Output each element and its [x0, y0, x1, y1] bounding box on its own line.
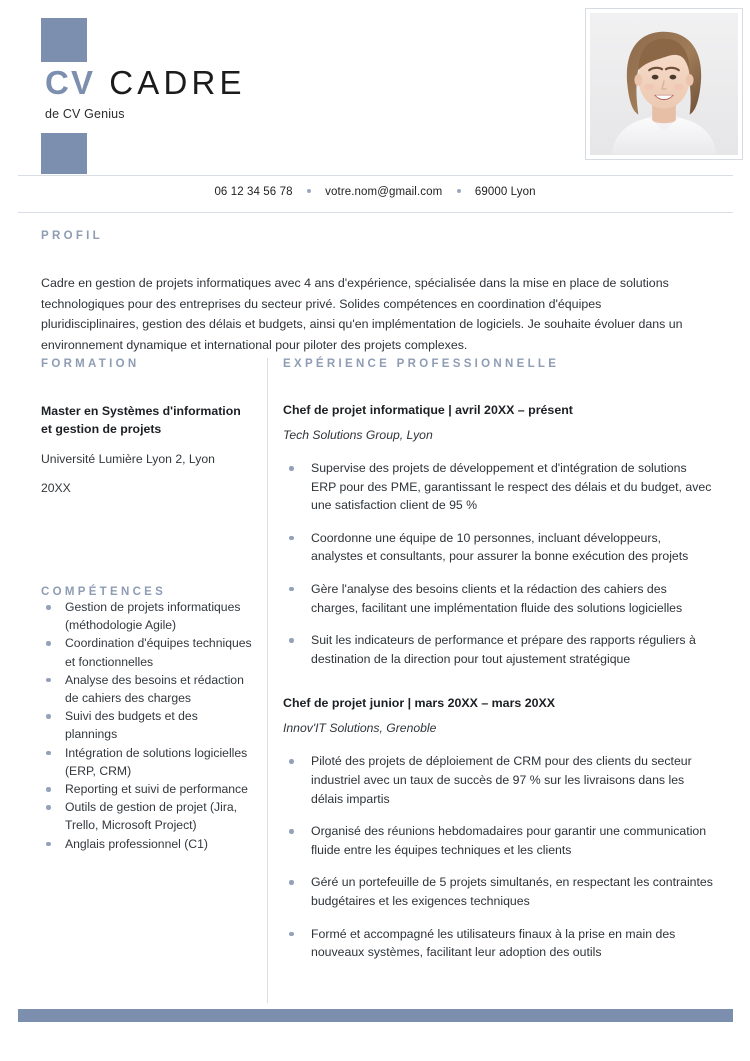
education-year: 20XX [41, 481, 71, 495]
list-item: Intégration de solutions logicielles (ERP, CRM) [41, 744, 253, 780]
contact-separator-dot-icon [457, 189, 461, 193]
list-item: Gestion de projets informatiques (méthodologie Agile) [41, 598, 253, 634]
list-item: Suit les indicateurs de performance et prépare des rapports réguliers à destination de la direction pour tout ajustement stratégique [283, 631, 713, 668]
job-company: Innov'IT Solutions, Grenoble [283, 721, 437, 736]
list-item: Coordination d'équipes techniques et fonctionnelles [41, 634, 253, 670]
list-item: Géré un portefeuille de 5 projets simultanés, en respectant les contraintes budgétaires et les exigences techniques [283, 873, 713, 910]
list-item: Suivi des budgets et des plannings [41, 707, 253, 743]
contact-location: 69000 Lyon [474, 186, 536, 198]
list-item: Outils de gestion de projet (Jira, Trello, Microsoft Project) [41, 798, 253, 834]
profil-text: Cadre en gestion de projets informatiques avec 4 ans d'expérience, spécialisée dans la mise en place de solutions technologiques pour des entreprises du secteur privé. Solides compétences en coordination d'équipes pluridisciplinaires, gestion des délais et budgets, ainsi qu'en implémentation de logiciels. Je souhaite évoluer dans un environnement dynamique et international pour piloter des projets complexes. [41, 276, 683, 352]
section-competences [41, 586, 253, 853]
section-heading-competences: COMPÉTENCES [41, 586, 167, 598]
content-columns [0, 358, 750, 1003]
list-item: Formé et accompagné les utilisateurs finaux à la prise en main des nouveaux systèmes, facilitant leur adoption des outils [283, 925, 713, 962]
job-company: Tech Solutions Group, Lyon [283, 428, 433, 442]
column-divider [267, 358, 268, 1003]
list-item: Supervise des projets de développement et d'intégration de solutions ERP pour des PME, garantissant le respect des délais et du budget, avec une satisfaction client de 95 % [283, 459, 713, 515]
section-profil [41, 230, 692, 355]
right-column [283, 358, 713, 962]
contact-phone[interactable]: 06 12 34 56 78 [214, 186, 293, 198]
education-entry [41, 403, 253, 495]
accent-square-bottom [41, 133, 87, 174]
job-title: Chef de projet informatique | avril 20XX – présent [283, 403, 573, 417]
list-item: Anglais professionnel (C1) [41, 835, 253, 853]
list-item: Piloté des projets de déploiement de CRM pour des clients du secteur industriel avec un taux de succès de 97 % sur les livraisons dans les délais impartis [283, 752, 713, 808]
accent-square-top [41, 18, 87, 62]
section-formation [41, 358, 253, 495]
profile-photo-frame [585, 8, 743, 160]
education-degree: Master en Systèmes d'information et gestion de projets [41, 404, 241, 436]
contact-bar [0, 186, 750, 198]
name-block [45, 62, 246, 121]
header-divider-top [18, 175, 733, 176]
job-bullets [283, 752, 713, 961]
name-last: CADRE [109, 64, 246, 101]
profile-photo [590, 13, 738, 155]
list-item: Gère l'analyse des besoins clients et la rédaction des cahiers des charges, facilitant une implémentation fluide des solutions logicielles [283, 580, 713, 617]
name-first: CV [45, 64, 96, 101]
education-school: Université Lumière Lyon 2, Lyon [41, 452, 215, 466]
resume-header [0, 0, 750, 176]
portrait-illustration [590, 13, 738, 155]
experience-entry [283, 695, 713, 961]
footer-accent-bar [18, 1009, 733, 1022]
full-name [45, 62, 246, 104]
experience-entry [283, 402, 713, 668]
job-bullets [283, 459, 713, 668]
list-item: Analyse des besoins et rédaction de cahiers des charges [41, 671, 253, 707]
job-title: Chef de projet junior | mars 20XX – mars 20XX [283, 696, 556, 711]
left-column [41, 358, 253, 853]
contact-email[interactable]: votre.nom@gmail.com [325, 186, 443, 198]
list-item: Coordonne une équipe de 10 personnes, incluant développeurs, analystes et consultants, pour assurer la bonne exécution des projets [283, 529, 713, 566]
section-heading-formation: FORMATION [41, 358, 140, 370]
name-subtitle: de CV Genius [45, 107, 125, 121]
list-item: Organisé des réunions hebdomadaires pour garantir une communication fluide entre les équipes techniques et les clients [283, 822, 713, 859]
list-item: Reporting et suivi de performance [41, 780, 253, 798]
skills-list [41, 598, 253, 853]
section-heading-experience: EXPÉRIENCE PROFESSIONNELLE [283, 358, 560, 370]
section-heading-profil: PROFIL [41, 230, 103, 242]
header-divider-bottom [18, 212, 733, 213]
contact-separator-dot-icon [307, 189, 311, 193]
